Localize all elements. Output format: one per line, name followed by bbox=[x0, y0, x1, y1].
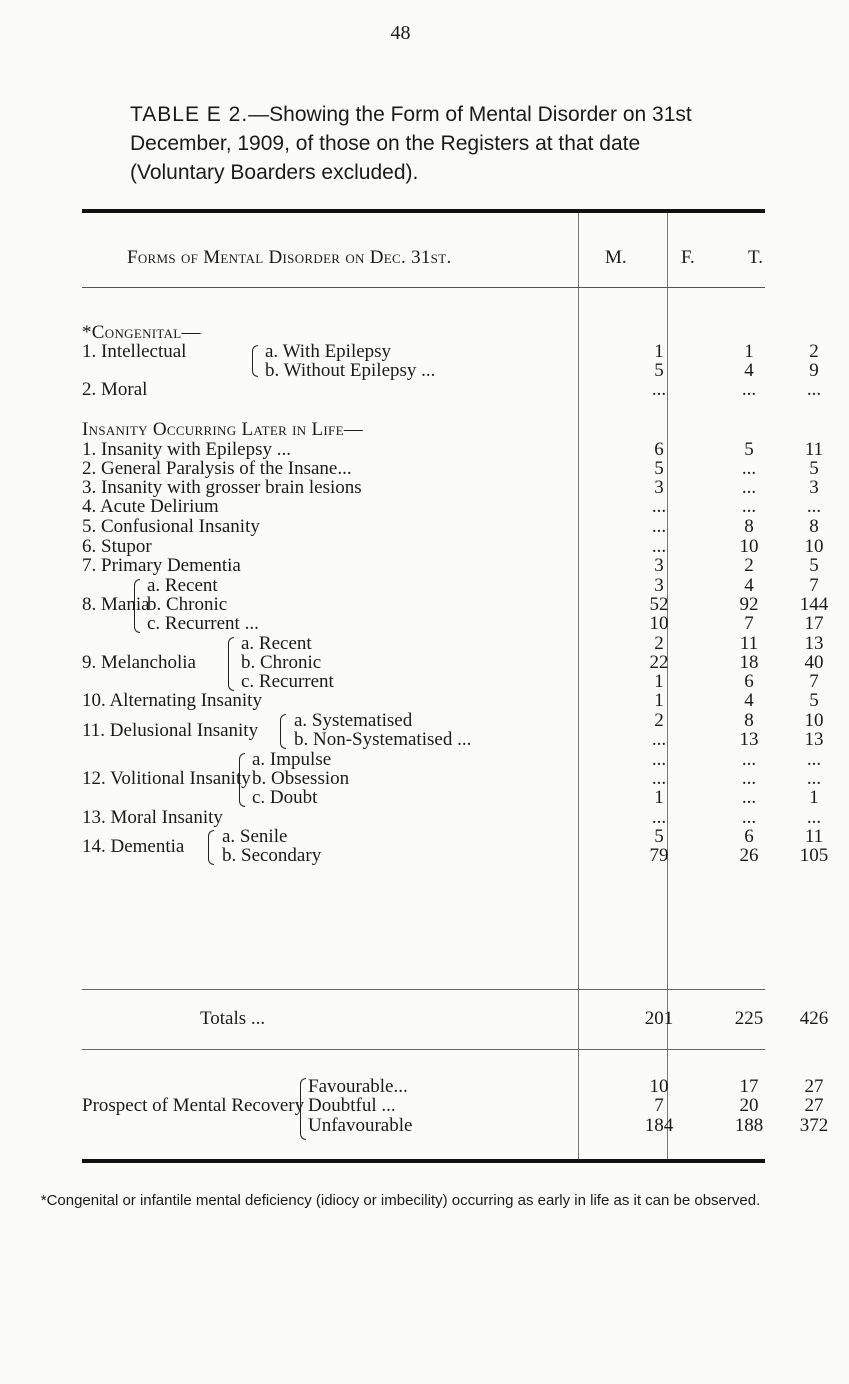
cell-m: 184 bbox=[644, 1115, 674, 1136]
cell-f: 17 bbox=[739, 1076, 759, 1097]
cell-t: 1 bbox=[809, 787, 819, 808]
table-bottom-rule bbox=[82, 1159, 765, 1163]
totals-top-rule bbox=[82, 989, 765, 990]
totals-f: 225 bbox=[734, 1008, 764, 1029]
cell-f: 1 bbox=[744, 341, 754, 362]
cell-m: 3 bbox=[654, 555, 664, 576]
later-heading-row bbox=[82, 420, 765, 440]
cell-f: 26 bbox=[739, 845, 759, 866]
cell-t: ... bbox=[806, 379, 822, 400]
cell-t: ... bbox=[806, 496, 822, 517]
cell-f: 11 bbox=[739, 633, 759, 654]
row-label: b. Obsession bbox=[252, 768, 350, 789]
table-row bbox=[82, 439, 824, 460]
cell-m: ... bbox=[651, 749, 667, 770]
group-label-row bbox=[82, 595, 282, 615]
cell-t: 9 bbox=[809, 360, 819, 381]
cell-m: ... bbox=[651, 807, 667, 828]
prospect-label: Prospect of Mental Recovery bbox=[82, 1095, 305, 1116]
row-label: 7. Primary Dementia bbox=[82, 555, 241, 576]
row-label: a. Recent bbox=[241, 633, 312, 654]
table-row bbox=[82, 690, 819, 711]
header-rule bbox=[82, 287, 765, 288]
later-heading: Insanity Occurring Later in Life— bbox=[82, 419, 364, 440]
cell-f: 8 bbox=[744, 710, 754, 731]
cell-t: 13 bbox=[804, 633, 824, 654]
cell-m: ... bbox=[651, 496, 667, 517]
table-row bbox=[82, 555, 819, 576]
page-number: 48 bbox=[390, 22, 411, 44]
row-label: c. Recurrent bbox=[241, 671, 334, 692]
volitional-label: 12. Volitional Insanity bbox=[82, 768, 251, 789]
cell-f: 6 bbox=[744, 671, 754, 692]
cell-f: ... bbox=[741, 379, 757, 400]
totals-bottom-rule bbox=[82, 1049, 765, 1050]
cell-m: 52 bbox=[649, 594, 669, 615]
header-t: T. bbox=[748, 247, 763, 268]
group-brace bbox=[208, 830, 214, 865]
row-label: b. Secondary bbox=[222, 845, 322, 866]
cell-f: 20 bbox=[739, 1095, 759, 1116]
congenital-heading: *Congenital— bbox=[82, 322, 201, 343]
cell-m: 22 bbox=[649, 652, 669, 673]
cell-m: 5 bbox=[654, 458, 664, 479]
cell-m: 1 bbox=[654, 690, 664, 711]
cell-m: 79 bbox=[649, 845, 669, 866]
totals-m: 201 bbox=[644, 1008, 674, 1029]
cell-f: 5 bbox=[744, 439, 754, 460]
cell-t: 372 bbox=[799, 1115, 829, 1136]
cell-m: 5 bbox=[654, 360, 664, 381]
row-label: b. Non-Systematised ... bbox=[294, 729, 472, 750]
cell-t: 8 bbox=[809, 516, 819, 537]
group-label-row bbox=[82, 837, 282, 857]
delusional-label: 11. Delusional Insanity bbox=[82, 719, 259, 741]
row-label: a. With Epilepsy bbox=[265, 341, 392, 362]
row-label: 2. Moral bbox=[82, 379, 148, 400]
caption-lead: TABLE E 2. bbox=[130, 103, 249, 126]
cell-t: 40 bbox=[804, 652, 824, 673]
table-row bbox=[82, 379, 822, 400]
cell-t: 7 bbox=[809, 671, 819, 692]
cell-m: 2 bbox=[654, 633, 664, 654]
cell-t: 7 bbox=[809, 575, 819, 596]
cell-m: ... bbox=[651, 768, 667, 789]
row-label: 10. Alternating Insanity bbox=[82, 690, 262, 711]
cell-m: ... bbox=[651, 379, 667, 400]
cell-f: ... bbox=[741, 496, 757, 517]
table-row bbox=[82, 575, 819, 596]
cell-f: ... bbox=[741, 458, 757, 479]
row-label: a. Impulse bbox=[252, 749, 332, 770]
row-label: 1. Insanity with Epilepsy ... bbox=[82, 439, 291, 460]
row-label: a. Systematised bbox=[294, 710, 413, 731]
table-caption bbox=[130, 100, 720, 187]
cell-m: 1 bbox=[654, 341, 664, 362]
table-row bbox=[82, 633, 824, 654]
cell-f: ... bbox=[741, 477, 757, 498]
group-label-row bbox=[82, 721, 282, 741]
cell-m: ... bbox=[651, 516, 667, 537]
cell-t: 3 bbox=[809, 477, 819, 498]
cell-f: ... bbox=[741, 787, 757, 808]
cell-t: 13 bbox=[804, 729, 824, 750]
totals-row bbox=[82, 1008, 829, 1029]
footnote: *Congenital or infantile mental deficiency (idiocy or imbecility) occurring as early in life as it can be observed. bbox=[40, 1192, 761, 1209]
table-row bbox=[82, 807, 822, 828]
table-row bbox=[82, 341, 819, 362]
table-row bbox=[82, 360, 819, 381]
cell-f: ... bbox=[741, 768, 757, 789]
cell-m: 1 bbox=[654, 787, 664, 808]
cell-f: 2 bbox=[744, 555, 754, 576]
cell-f: 6 bbox=[744, 826, 754, 847]
row-label: 13. Moral Insanity bbox=[82, 807, 223, 828]
caption-text: —Showing the Form of Mental Disorder on 31st December, 1909, of those on the Registers at that date (Voluntary Boarders excluded). bbox=[130, 103, 692, 184]
cell-m: 3 bbox=[654, 575, 664, 596]
cell-f: 7 bbox=[744, 613, 754, 634]
table-row bbox=[82, 516, 819, 537]
row-label: b. Chronic bbox=[241, 652, 322, 673]
group-brace bbox=[134, 579, 140, 633]
row-label: b. Chronic bbox=[147, 594, 228, 615]
row-label: 6. Stupor bbox=[82, 536, 152, 557]
cell-f: 10 bbox=[739, 536, 759, 557]
cell-t: ... bbox=[806, 807, 822, 828]
dementia-label: 14. Dementia bbox=[82, 835, 185, 857]
table-row bbox=[82, 1076, 824, 1097]
row-label: 5. Confusional Insanity bbox=[82, 516, 260, 537]
cell-m: ... bbox=[651, 536, 667, 557]
cell-f: 8 bbox=[744, 516, 754, 537]
congenital-heading-row bbox=[82, 323, 765, 343]
cell-t: 5 bbox=[809, 458, 819, 479]
cell-t: 11 bbox=[804, 826, 824, 847]
table-row bbox=[82, 787, 819, 808]
row-label: Favourable... bbox=[308, 1076, 408, 1097]
row-label: a. Senile bbox=[222, 826, 288, 847]
row-label: c. Doubt bbox=[252, 787, 318, 808]
group-brace bbox=[228, 637, 234, 691]
cell-t: 5 bbox=[809, 555, 819, 576]
cell-f: 4 bbox=[744, 690, 754, 711]
header-f: F. bbox=[681, 247, 695, 268]
cell-m: 1 bbox=[654, 671, 664, 692]
table-row bbox=[82, 671, 819, 692]
cell-f: 92 bbox=[739, 594, 759, 615]
row-label: 2. General Paralysis of the Insane... bbox=[82, 458, 352, 479]
table-row bbox=[82, 749, 822, 770]
cell-m: 10 bbox=[649, 613, 669, 634]
melancholia-label: 9. Melancholia bbox=[82, 652, 196, 673]
mania-label: 8. Mania bbox=[82, 594, 150, 615]
group-label-row bbox=[82, 653, 282, 673]
table-row bbox=[82, 477, 819, 498]
cell-f: ... bbox=[741, 749, 757, 770]
cell-t: ... bbox=[806, 768, 822, 789]
cell-f: 13 bbox=[739, 729, 759, 750]
table-row bbox=[82, 1095, 824, 1116]
cell-f: 18 bbox=[739, 652, 759, 673]
cell-m: 2 bbox=[654, 710, 664, 731]
header-m: M. bbox=[605, 247, 627, 268]
table-row bbox=[82, 496, 822, 517]
cell-m: 10 bbox=[649, 1076, 669, 1097]
cell-t: 17 bbox=[804, 613, 824, 634]
cell-m: ... bbox=[651, 729, 667, 750]
group-brace bbox=[280, 714, 286, 749]
row-label: b. Without Epilepsy ... bbox=[265, 360, 436, 381]
table-row bbox=[82, 1115, 829, 1136]
row-label: Doubtful ... bbox=[308, 1095, 396, 1116]
cell-f: 188 bbox=[734, 1115, 764, 1136]
cell-t: 10 bbox=[804, 710, 824, 731]
cell-t: 11 bbox=[804, 439, 824, 460]
table-top-rule bbox=[82, 209, 765, 213]
cell-t: ... bbox=[806, 749, 822, 770]
row-label: a. Recent bbox=[147, 575, 218, 596]
table-row bbox=[82, 458, 819, 479]
table-row bbox=[82, 536, 824, 557]
table-row bbox=[82, 613, 824, 634]
row-label: 3. Insanity with grosser brain lesions bbox=[82, 477, 362, 498]
cell-t: 27 bbox=[804, 1095, 824, 1116]
cell-f: 4 bbox=[744, 360, 754, 381]
totals-label: Totals ... bbox=[200, 1008, 266, 1029]
cell-m: 6 bbox=[654, 439, 664, 460]
cell-t: 105 bbox=[799, 845, 829, 866]
cell-t: 144 bbox=[799, 594, 829, 615]
cell-t: 10 bbox=[804, 536, 824, 557]
cell-f: 4 bbox=[744, 575, 754, 596]
row-label: 4. Acute Delirium bbox=[82, 496, 219, 517]
cell-f: ... bbox=[741, 807, 757, 828]
row-label: c. Recurrent ... bbox=[147, 613, 259, 634]
row-label: Unfavourable bbox=[308, 1115, 413, 1136]
cell-t: 27 bbox=[804, 1076, 824, 1097]
totals-t: 426 bbox=[799, 1008, 829, 1029]
intellectual-label: 1. Intellectual bbox=[82, 341, 187, 362]
cell-m: 7 bbox=[654, 1095, 664, 1116]
header-forms: Forms of Mental Disorder on Dec. 31st. bbox=[127, 247, 452, 268]
group-brace bbox=[239, 753, 245, 807]
group-label-row bbox=[82, 769, 282, 789]
cell-t: 5 bbox=[809, 690, 819, 711]
cell-t: 2 bbox=[809, 341, 819, 362]
cell-m: 3 bbox=[654, 477, 664, 498]
cell-m: 5 bbox=[654, 826, 664, 847]
